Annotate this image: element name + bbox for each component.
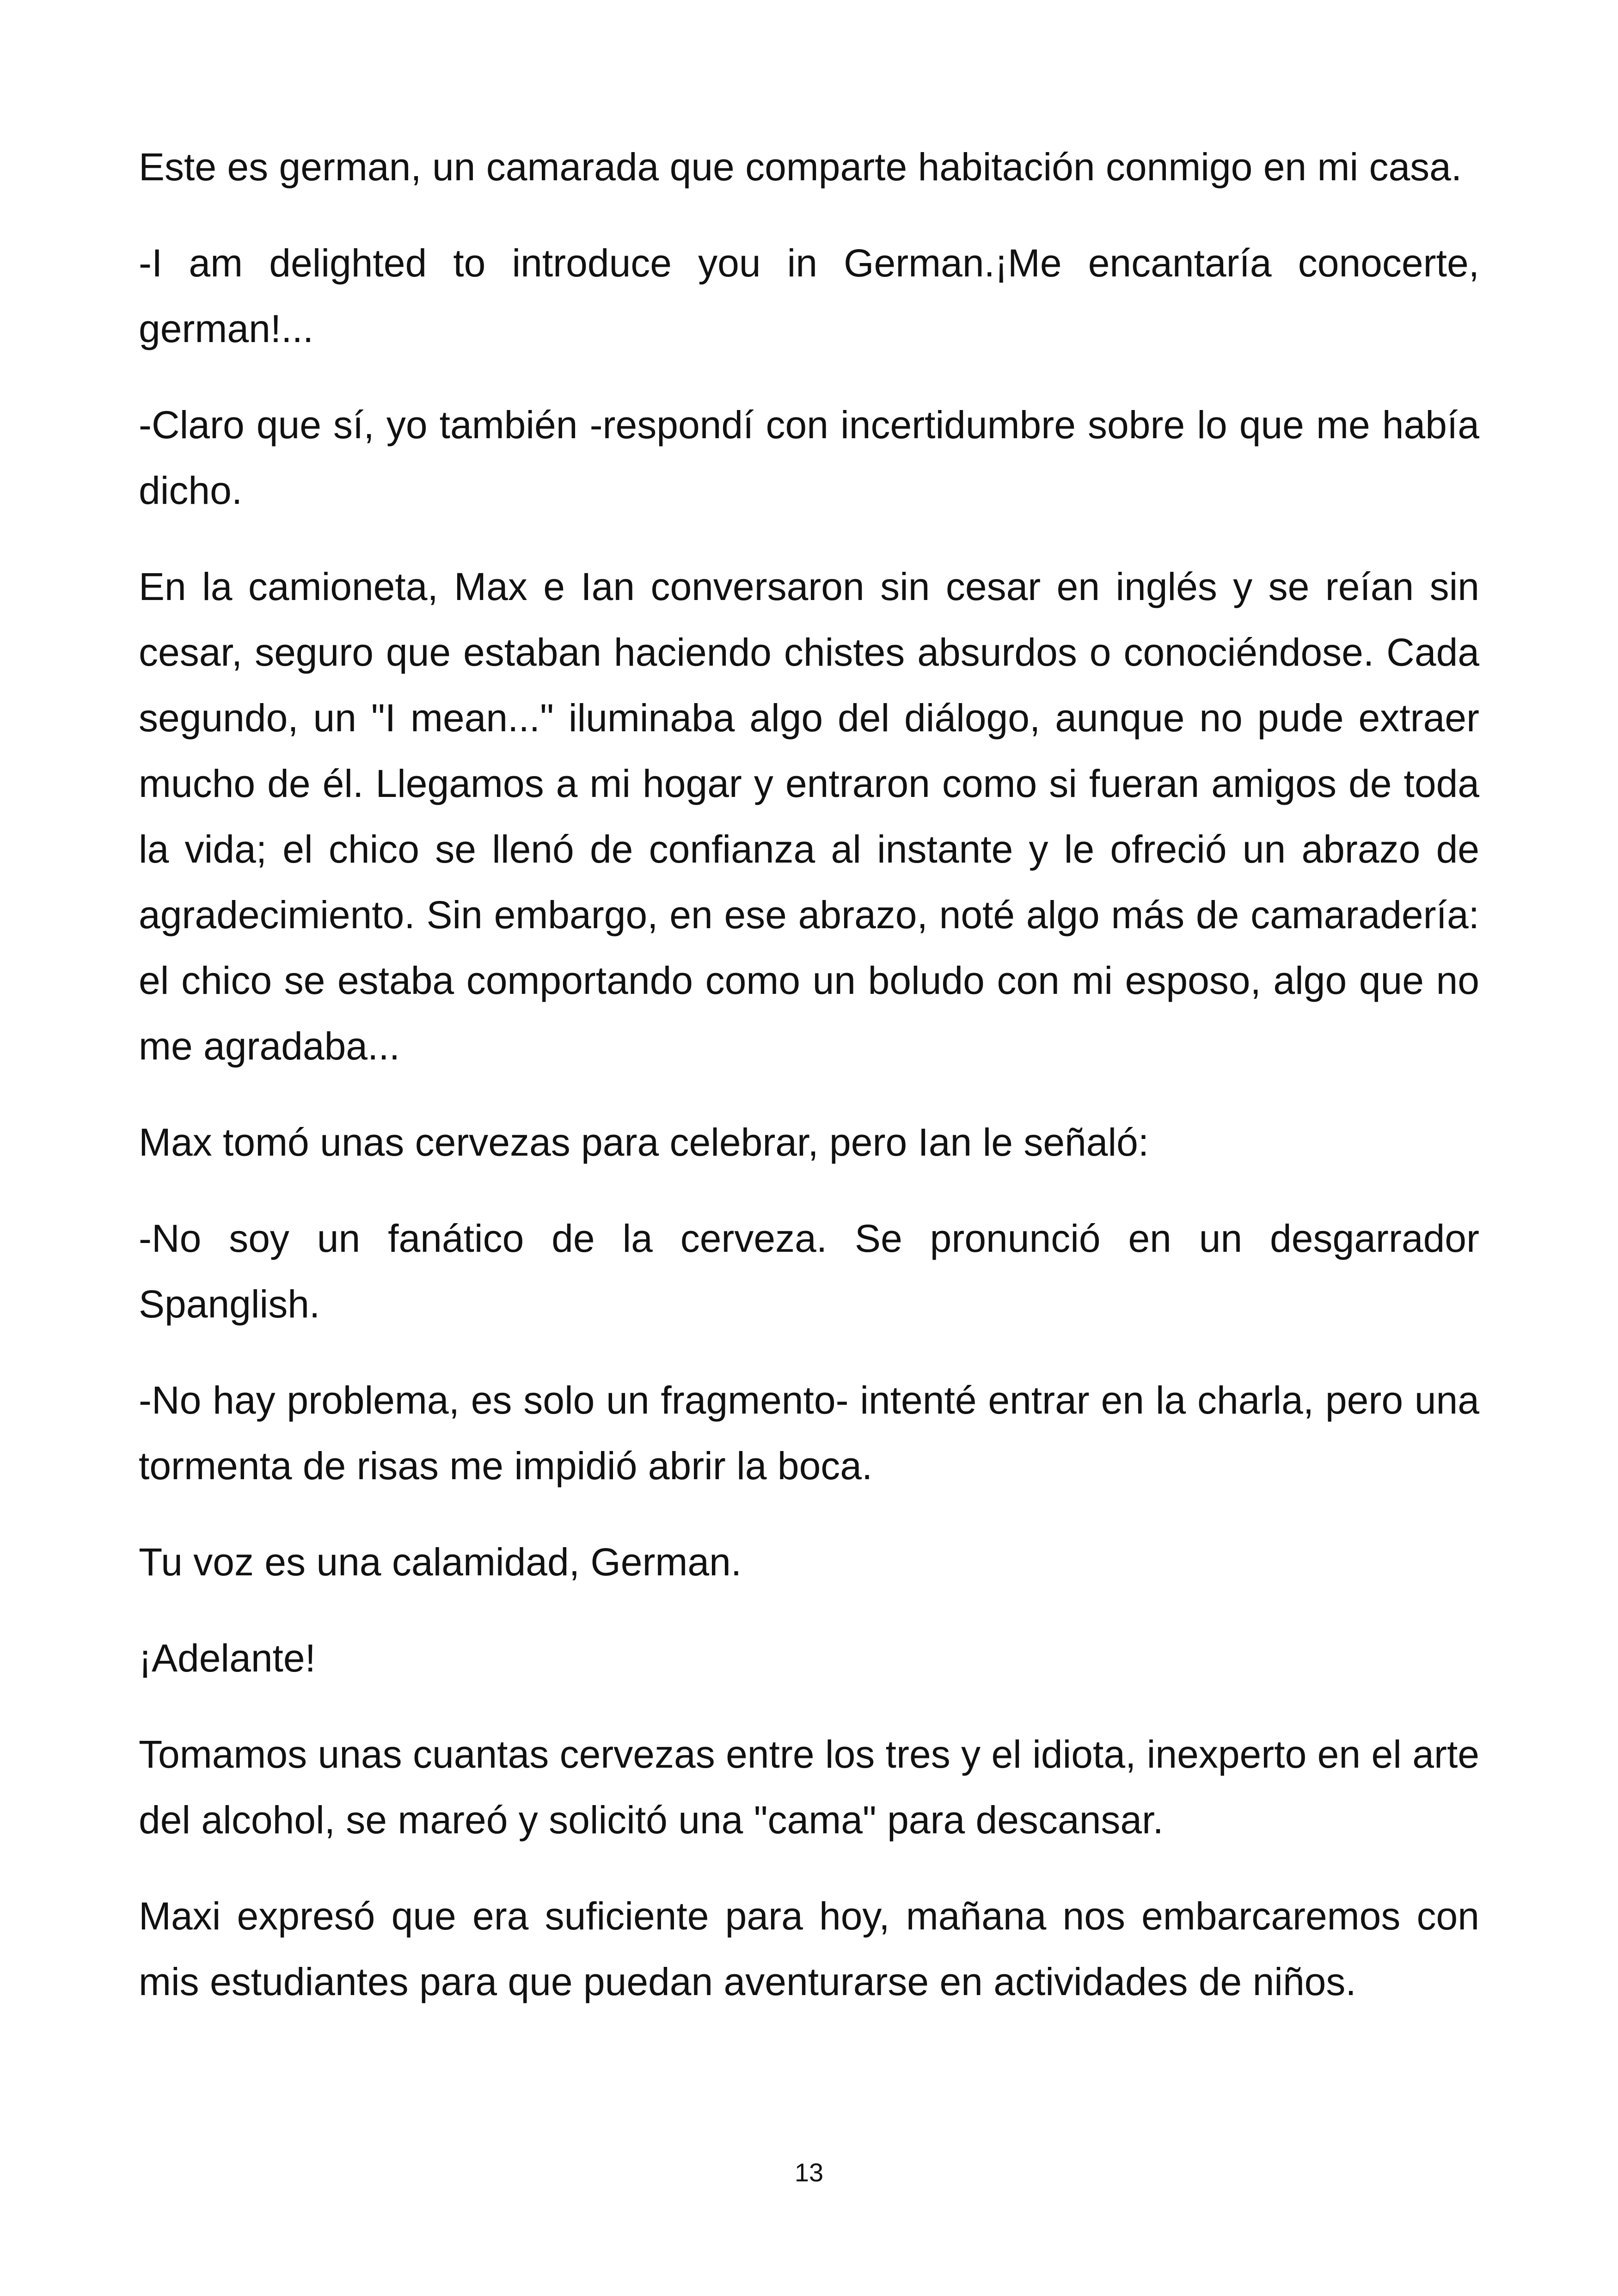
paragraph-10: Tomamos unas cuantas cervezas entre los tres y el idiota, inexperto en el arte del alcohol, se mareó y solicitó una "cama" para descansar. [139,1733,1479,1842]
paragraph-2: -I am delighted to introduce you in German.¡Me encantaría conocerte, german!... [139,241,1479,350]
paragraph-7: -No hay problema, es solo un fragmento- intenté entrar en la charla, pero una tormenta de risas me impidió abrir la boca. [139,1378,1479,1488]
body-text [139,134,1479,2045]
paragraph-9: ¡Adelante! [139,1636,316,1680]
paragraph-6: -No soy un fanático de la cerveza. Se pronunció en un desgarrador Spanglish. [139,1217,1479,1326]
paragraph-1: Este es german, un camarada que comparte habitación conmigo en mi casa. [139,145,1462,189]
page-number: 13 [794,2158,824,2187]
paragraph-8: Tu voz es una calamidad, German. [139,1540,742,1584]
paragraph-3: -Claro que sí, yo también -respondí con incertidumbre sobre lo que me había dicho. [139,403,1479,512]
paragraph-5: Max tomó unas cervezas para celebrar, pero Ian le señaló: [139,1120,1149,1164]
paragraph-4: En la camioneta, Max e Ian conversaron sin cesar en inglés y se reían sin cesar, seguro que estaban haciendo chistes absurdos o conociéndose. Cada segundo, un "I mean..." iluminaba algo del diálogo, aunque no pude extraer mucho de él. Llegamos a mi hogar y entraron como si fueran amigos de toda la vida; el chico se llenó de confianza al instante y le ofreció un abrazo de agradecimiento. Sin embargo, en ese abrazo, noté algo más de camaradería: el chico se estaba comportando como un boludo con mi esposo, algo que no me agradaba... [139,565,1479,1068]
paragraph-11: Maxi expresó que era suficiente para hoy, mañana nos embarcaremos con mis estudiantes para que puedan aventurarse en actividades de niños. [139,1894,1479,2003]
